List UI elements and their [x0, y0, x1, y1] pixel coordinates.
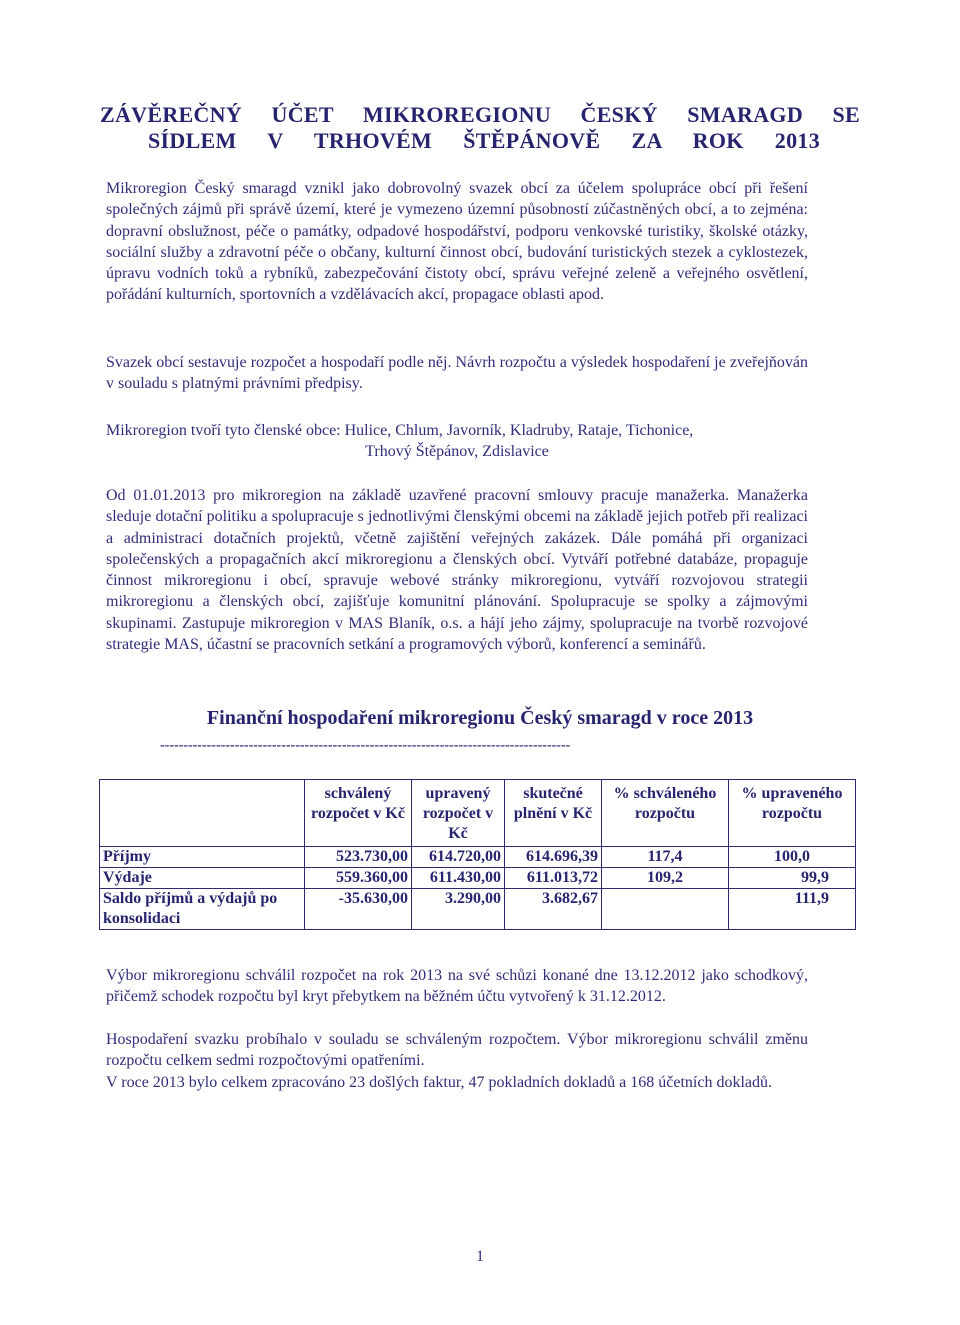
invoices-paragraph: V roce 2013 bylo celkem zpracováno 23 došlých faktur, 47 pokladních dokladů a 168 účetních dokladů. [106, 1074, 772, 1091]
table-cell: -35.630,00 [305, 889, 412, 930]
table-cell: 111,9 [729, 889, 856, 930]
table-cell: 611.430,00 [412, 868, 505, 889]
table-cell: 559.360,00 [305, 868, 412, 889]
table-row [100, 847, 856, 868]
table-cell: 117,4 [602, 847, 729, 868]
table-cell: 100,0 [729, 847, 856, 868]
table-cell: 109,2 [602, 868, 729, 889]
manager-paragraph: Od 01.01.2013 pro mikroregion na základě uzavřené pracovní smlouvy pracuje manažerka. Manažerka sleduje dotační politiku a spolupracuje s jednotlivými členskými obcemi na základě jejich potřeb při realizaci a administraci dotačních projektů, včetně zajištění veřejných zakázek. Dále pomáhá při organizaci společenských a propagačních akcí mikroregionu a členských obcí. Vytváří potřebné databáze, propaguje činnost mikroregionu i obcí, spravuje webové stránky mikroregionu, vytváří rozvojovou strategii mikroregionu a členských obcí, zajišťuje komunitní plánování. Spolupracuje se spolky a zájmovými skupinami. Zastupuje mikroregion v MAS Blaník, o.s. a hájí jeho zájmy, spolupracuje na tvorbě rozvojové strategie MAS, účastní se pracovních setkání a programových výborů, konferencí a seminářů. [106, 487, 808, 654]
title-line-2: SÍDLEM V TRHOVÉM ŠTĚPÁNOVĚ ZA ROK 2013 [148, 128, 820, 153]
table-row-label: Příjmy [100, 847, 305, 868]
table-row [100, 868, 856, 889]
finance-table [99, 779, 856, 930]
table-cell: 614.696,39 [505, 847, 602, 868]
members-paragraph [106, 420, 808, 463]
page-number: 1 [476, 1248, 484, 1265]
table-cell: 614.720,00 [412, 847, 505, 868]
table-row-label: Saldo příjmů a výdajů po konsolidaci [100, 889, 305, 930]
committee-paragraph: Výbor mikroregionu schválil rozpočet na rok 2013 na své schůzi konané dne 13.12.2012 jako schodkový, přičemž schodek rozpočtu byl kryt přebytkem na běžném účtu vytvořený k 31.12.2012. [106, 967, 808, 1006]
table-row-label: Výdaje [100, 868, 305, 889]
table-header-row [100, 780, 856, 847]
table-header-cell: schválený rozpočet v Kč [305, 780, 412, 847]
table-header-cell: upravený rozpočet v Kč [412, 780, 505, 847]
members-line-1: Mikroregion tvoří tyto členské obce: Hulice, Chlum, Javorník, Kladruby, Rataje, Tichonice, [106, 422, 694, 439]
members-line-2: Trhový Štěpánov, Zdislavice [365, 443, 549, 461]
table-cell [602, 889, 729, 930]
table-header-cell: % schváleného rozpočtu [602, 780, 729, 847]
table-row [100, 889, 856, 930]
intro-paragraph: Mikroregion Český smaragd vznikl jako dobrovolný svazek obcí za účelem spolupráce obcí při řešení společných zájmů při správě území, které je vymezeno územní působností zúčastněných obcí, a to zejména: dopravní obslužnost, péče o památky, odpadové hospodářství, podporu venkovské turistiky, školské otázky, sociální služby a zdravotní péče o občany, kulturní činnost obcí, budování turistických stezek a cyklostezek, úpravu vodních toků a rybníků, zabezpečování čistoty obcí, správu veřejné zeleně a veřejného osvětlení, pořádání kulturních, sportovních a vzdělávacích akcí, propagace oblasti apod. [106, 180, 808, 304]
document-title [100, 102, 860, 154]
management-paragraph: Hospodaření svazku probíhalo v souladu se schváleným rozpočtem. Výbor mikroregionu schválil změnu rozpočtu celkem sedmi rozpočtovými opatřeními. [106, 1031, 808, 1070]
table-header-cell: skutečné plnění v Kč [505, 780, 602, 847]
table-cell: 99,9 [729, 868, 856, 889]
finance-title-underline: ---------------------------------------------------------------------------------------- [160, 740, 571, 752]
table-cell: 523.730,00 [305, 847, 412, 868]
table-header-cell: % upraveného rozpočtu [729, 780, 856, 847]
finance-section-title: Finanční hospodaření mikroregionu Český smaragd v roce 2013 [206, 707, 754, 729]
table-cell: 611.013,72 [505, 868, 602, 889]
budget-paragraph: Svazek obcí sestavuje rozpočet a hospodaří podle něj. Návrh rozpočtu a výsledek hospodaření je zveřejňován v souladu s platnými právními předpisy. [106, 354, 808, 393]
title-line-1: ZÁVĚREČNÝ ÚČET MIKROREGIONU ČESKÝ SMARAGD SE [100, 102, 860, 127]
table-cell: 3.682,67 [505, 889, 602, 930]
table-header-cell [100, 780, 305, 847]
table-cell: 3.290,00 [412, 889, 505, 930]
